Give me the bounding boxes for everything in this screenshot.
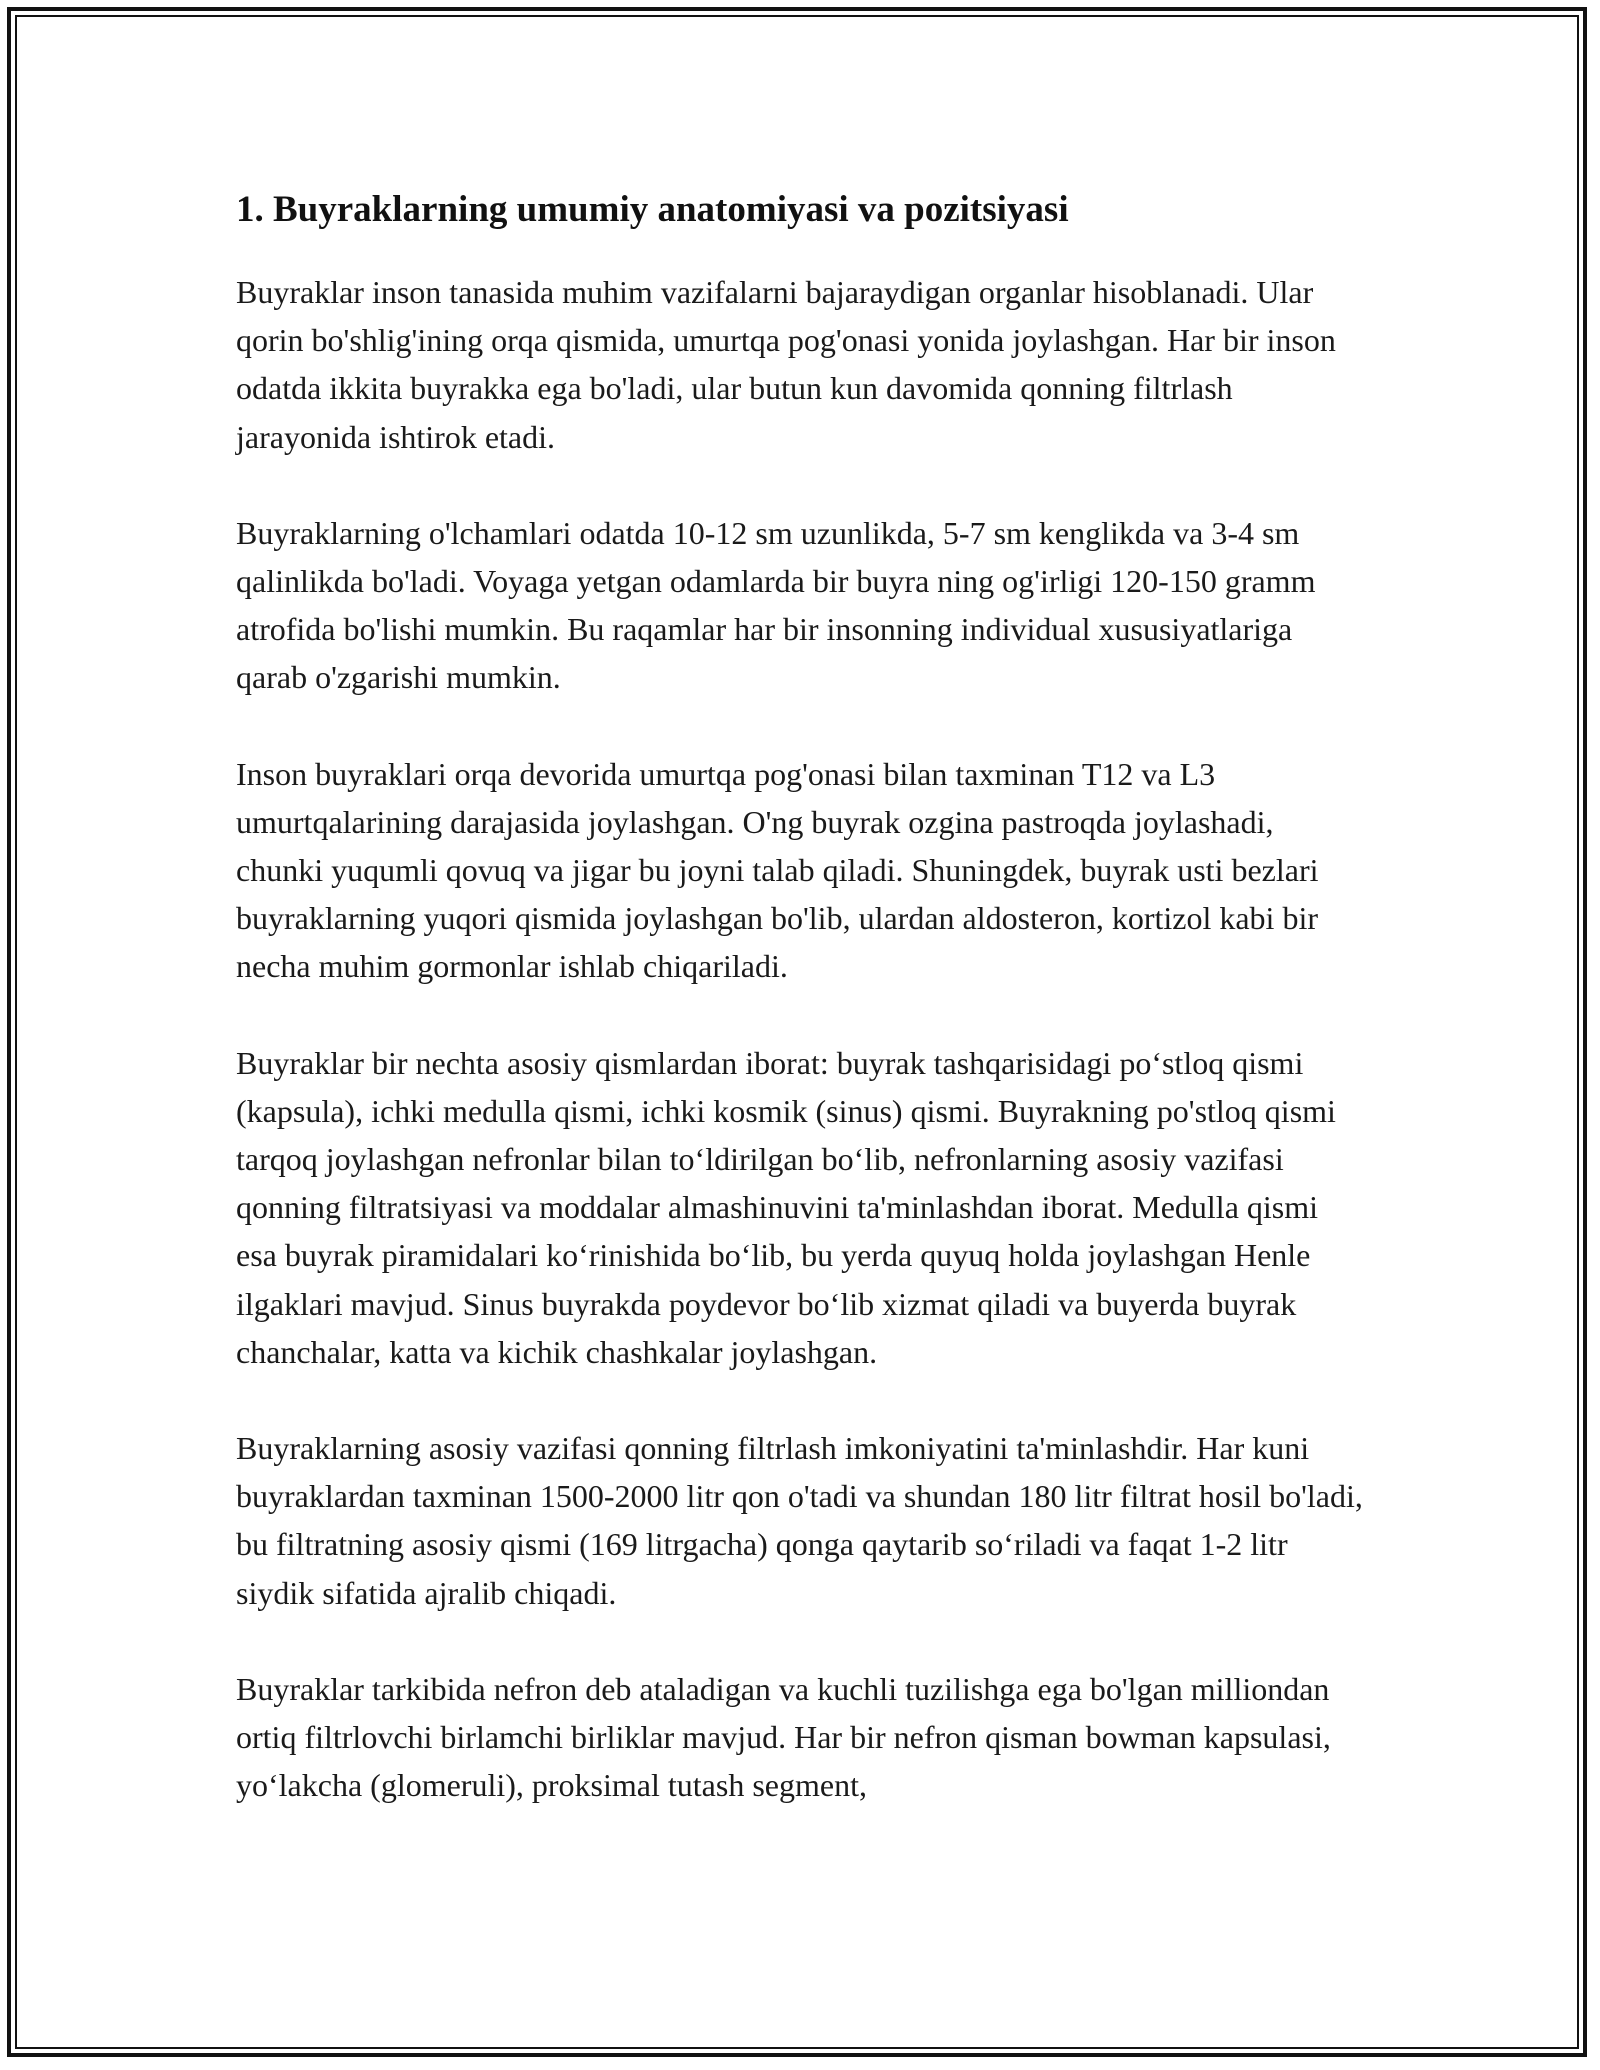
paragraph-position: Inson buyraklari orqa devorida umurtqa pog'onasi bilan taxminan T12 va L3 umurtqalarining darajasida joylashgan. O'ng buyrak ozgina pastroqda joylashadi, chunki yuqumli qovuq va jigar bu joyni talab qiladi. Shuningdek, buyrak usti bezlari buyraklarning yuqori qismida joylashgan bo'lib, ulardan aldosteron, kortizol kabi bir necha muhim gormonlar ishlab chiqariladi. [236,755,1319,985]
paragraph-function: Buyraklarning asosiy vazifasi qonning filtrlash imkoniyatini ta'minlashdir. Har kuni buyraklardan taxminan 1500-2000 litr qon o'tadi va shundan 180 litr filtrat hosil bo'ladi, bu filtratning asosiy qismi (169 litrgacha) qonga qaytarib so‘riladi va faqat 1-2 litr siydik sifatida ajralib chiqadi. [236,1430,1363,1611]
paragraph-nephron: Buyraklar tarkibida nefron deb ataladigan va kuchli tuzilishga ega bo'lgan milliondan ortiq filtrlovchi birlamchi birliklar mavjud. Har bir nefron qisman bowman kapsulasi, yo‘lakcha (glomeruli), proksimal tutash segment, [236,1670,1331,1804]
paragraph-overview: Buyraklar inson tanasida muhim vazifalarni bajaraydigan organlar hisoblanadi. Ular qorin bo'shlig'ining orqa qismida, umurtqa pog'onasi yonida joylashgan. Har bir inson odatda ikkita buyrakka ega bo'ladi, ular butun kun davomida qonning filtrlash jarayonida ishtirok etadi. [236,274,1336,455]
document-body [236,186,1366,1857]
paragraph-structure: Buyraklar bir nechta asosiy qismlardan iborat: buyrak tashqarisidagi po‘stloq qismi (kapsula), ichki medulla qismi, ichki kosmik (sinus) qismi. Buyrakning po'stloq qismi tarqoq joylashgan nefronlar bilan to‘ldirilgan bo‘lib, nefronlarning asosiy vazifasi qonning filtratsiyasi va moddalar almashinuvini ta'minlashdan iborat. Medulla qismi esa buyrak piramidalari ko‘rinishida bo‘lib, bu yerda quyuq holda joylashgan Henle ilgaklari mavjud. Sinus buyrakda poydevor bo‘lib xizmat qiladi va buyerda buyrak chanchalar, katta va kichik chashkalar joylashgan. [236,1044,1336,1370]
paragraph-dimensions: Buyraklarning o'lchamlari odatda 10-12 sm uzunlikda, 5-7 sm kenglikda va 3-4 sm qalinlikda bo'ladi. Voyaga yetgan odamlarda bir buyra ning og'irligi 120-150 gramm atrofida bo'lishi mumkin. Bu raqamlar har bir insonning individual xususiyatlariga qarab o'zgarishi mumkin. [236,514,1316,696]
section-heading: 1. Buyraklarning umumiy anatomiyasi va pozitsiyasi [236,189,1069,230]
